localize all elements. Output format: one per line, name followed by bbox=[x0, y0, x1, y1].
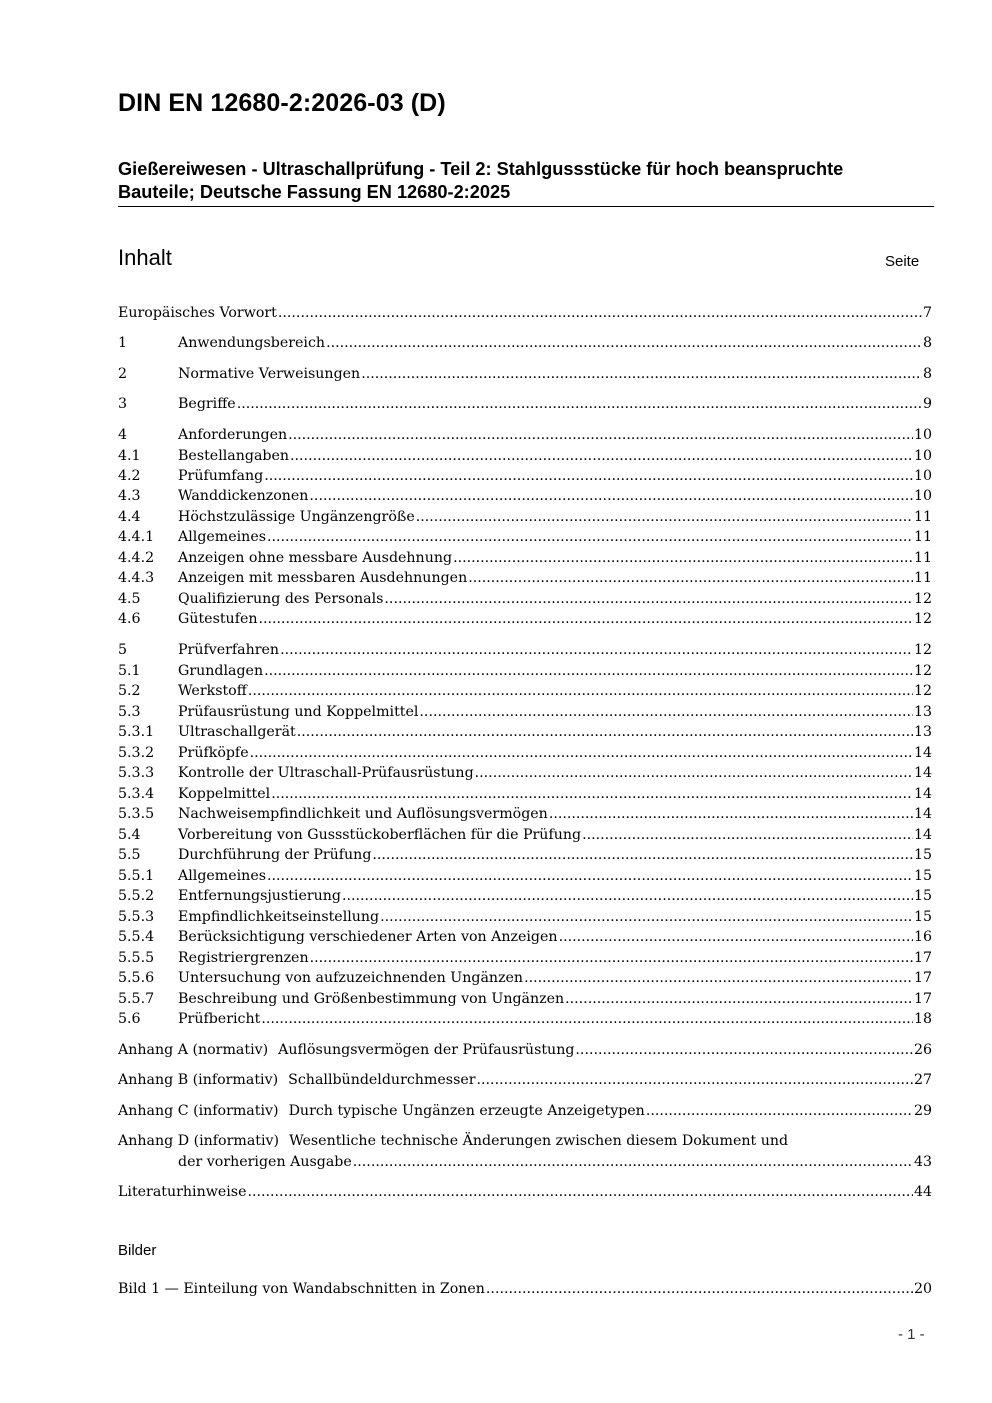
toc-entry[interactable] bbox=[118, 702, 932, 722]
toc-page-number: 29 bbox=[913, 1103, 932, 1119]
toc-page-number: 11 bbox=[913, 509, 932, 525]
toc-entry-number: 4.2 bbox=[118, 468, 141, 484]
toc-page-number: 8 bbox=[922, 335, 932, 351]
toc-entry[interactable] bbox=[118, 425, 932, 445]
dot-leader bbox=[237, 394, 922, 414]
toc-entry-title: Prüfausrüstung und Koppelmittel bbox=[178, 704, 419, 720]
toc-bibliography-entry[interactable] bbox=[118, 1182, 932, 1202]
dot-leader bbox=[288, 425, 913, 445]
toc-page-number: 15 bbox=[913, 847, 932, 863]
toc-page-number: 12 bbox=[913, 663, 932, 679]
dot-leader bbox=[475, 763, 913, 783]
toc-entry-number: 5.5.5 bbox=[118, 950, 155, 966]
page-column-heading: Seite bbox=[885, 253, 920, 270]
toc-page-number: 10 bbox=[913, 427, 932, 443]
toc-entry[interactable] bbox=[118, 948, 932, 968]
toc-page-number: 20 bbox=[913, 1281, 932, 1297]
toc-entry[interactable] bbox=[118, 1009, 932, 1029]
dot-leader bbox=[468, 568, 913, 588]
toc-entry[interactable] bbox=[118, 784, 932, 804]
dot-leader bbox=[258, 609, 912, 629]
toc-entry-number: 4.5 bbox=[118, 591, 141, 607]
toc-entry-number: 4.4.3 bbox=[118, 570, 155, 586]
toc-entry-title: Vorbereitung von Gussstückoberflächen für die Prüfung bbox=[178, 827, 582, 843]
toc-entry-number: 4 bbox=[118, 427, 128, 443]
toc-entry-title: Gütestufen bbox=[178, 611, 258, 627]
toc-entry-title: Werkstoff bbox=[178, 683, 247, 699]
toc-page-number: 16 bbox=[913, 929, 932, 945]
toc-entry-number: 4.6 bbox=[118, 611, 141, 627]
toc-entry-title: Empfindlichkeitseinstellung bbox=[178, 909, 380, 925]
toc-page-number: 26 bbox=[913, 1042, 932, 1058]
toc-page-number: 18 bbox=[913, 1011, 932, 1027]
dot-leader bbox=[271, 784, 913, 804]
toc-entry-title: der vorherigen Ausgabe bbox=[178, 1154, 352, 1170]
toc-entry-number: 5.3.5 bbox=[118, 806, 155, 822]
dot-leader bbox=[278, 303, 922, 323]
toc-entry[interactable] bbox=[118, 486, 932, 506]
dot-leader bbox=[416, 507, 913, 527]
toc-page-number: 17 bbox=[913, 950, 932, 966]
dot-leader bbox=[309, 486, 913, 506]
toc-entry-title: Durch typische Ungänzen erzeugte Anzeigetypen bbox=[288, 1103, 645, 1119]
toc-entry-title: Prüfköpfe bbox=[178, 745, 249, 761]
toc-entry-title: Entfernungsjustierung bbox=[178, 888, 341, 904]
toc-page-number: 15 bbox=[913, 909, 932, 925]
toc-entry[interactable] bbox=[118, 722, 932, 742]
toc-page-number: 12 bbox=[913, 611, 932, 627]
dot-leader bbox=[310, 948, 913, 968]
toc-entry-title: Anforderungen bbox=[178, 427, 288, 443]
toc-entry-title: Europäisches Vorwort bbox=[118, 305, 277, 321]
toc-entry-title: Literaturhinweise bbox=[118, 1184, 247, 1200]
toc-entry[interactable] bbox=[118, 661, 932, 681]
toc-entry-number: 4.4.2 bbox=[118, 550, 155, 566]
dot-leader bbox=[477, 1070, 913, 1090]
toc-page-number: 9 bbox=[922, 396, 932, 412]
toc-entry-title: Auflösungsvermögen der Prüfausrüstung bbox=[278, 1042, 575, 1058]
toc-entry-number: 5.6 bbox=[118, 1011, 141, 1027]
dot-leader bbox=[559, 927, 913, 947]
toc-entry[interactable] bbox=[118, 609, 932, 629]
toc-page-number: 12 bbox=[913, 591, 932, 607]
toc-entry[interactable] bbox=[118, 927, 932, 947]
toc-entry[interactable] bbox=[118, 589, 932, 609]
toc-entry-title: Grundlagen bbox=[178, 663, 264, 679]
toc-page-number: 13 bbox=[913, 704, 932, 720]
toc-entry[interactable] bbox=[118, 804, 932, 824]
toc-entry-number: 5.3.2 bbox=[118, 745, 155, 761]
document-subtitle bbox=[118, 158, 934, 207]
toc-entry-title: Wanddickenzonen bbox=[178, 488, 309, 504]
dot-leader bbox=[575, 1040, 913, 1060]
toc-entry[interactable] bbox=[118, 866, 932, 886]
toc-entry-title: Höchstzulässige Ungänzengröße bbox=[178, 509, 415, 525]
toc-entry[interactable] bbox=[118, 968, 932, 988]
dot-leader bbox=[250, 743, 913, 763]
toc-entry-number: 5.5.1 bbox=[118, 868, 155, 884]
page-number: - 1 - bbox=[898, 1326, 925, 1343]
toc-entry-title: Anzeigen ohne messbare Ausdehnung bbox=[178, 550, 453, 566]
toc-entry-number: 3 bbox=[118, 396, 128, 412]
dot-leader bbox=[453, 548, 913, 568]
toc-page-number: 14 bbox=[913, 827, 932, 843]
dot-leader bbox=[486, 1279, 913, 1299]
toc-entry-title: Wesentliche technische Änderungen zwischen diesem Dokument und bbox=[289, 1133, 789, 1149]
dot-leader bbox=[247, 1182, 912, 1202]
toc-entry[interactable] bbox=[118, 303, 932, 323]
toc-entry-number: 5.3 bbox=[118, 704, 141, 720]
toc-entry-number: 5.5.7 bbox=[118, 991, 155, 1007]
toc-entry-title: Schallbündeldurchmesser bbox=[288, 1072, 476, 1088]
toc-entry[interactable] bbox=[118, 743, 932, 763]
dot-leader bbox=[326, 333, 922, 353]
toc-entry-title: Allgemeines bbox=[178, 868, 266, 884]
toc-entry-number: 5.2 bbox=[118, 683, 141, 699]
toc-entry-number: 5.5 bbox=[118, 847, 141, 863]
toc-entry-number: 5.3.4 bbox=[118, 786, 155, 802]
dot-leader bbox=[261, 1009, 913, 1029]
toc-page-number: 44 bbox=[913, 1184, 932, 1200]
dot-leader bbox=[380, 907, 913, 927]
toc-page-number: 11 bbox=[913, 570, 932, 586]
toc-page-number: 14 bbox=[913, 745, 932, 761]
annex-label: Anhang C (informativ) bbox=[118, 1103, 279, 1119]
toc-entry-number: 5.1 bbox=[118, 663, 141, 679]
toc-entry-number: 2 bbox=[118, 366, 128, 382]
toc-entry-number: 5.3.1 bbox=[118, 724, 155, 740]
dot-leader bbox=[372, 845, 913, 865]
toc-entry-number: 4.3 bbox=[118, 488, 141, 504]
toc-entry-title: Anzeigen mit messbaren Ausdehnungen bbox=[178, 570, 468, 586]
toc-entry-title: Registriergrenzen bbox=[178, 950, 309, 966]
dot-leader bbox=[524, 968, 913, 988]
toc-annex-entry[interactable] bbox=[118, 1070, 932, 1090]
toc-entry[interactable] bbox=[118, 825, 932, 845]
toc-page-number: 14 bbox=[913, 786, 932, 802]
toc-entry-title: Durchführung der Prüfung bbox=[178, 847, 372, 863]
toc-entry[interactable] bbox=[118, 907, 932, 927]
annex-label: Anhang B (informativ) bbox=[118, 1072, 279, 1088]
document-title: DIN EN 12680-2:2026-03 (D) bbox=[118, 89, 446, 117]
toc-page-number: 8 bbox=[922, 366, 932, 382]
dot-leader bbox=[565, 989, 913, 1009]
dot-leader bbox=[419, 702, 913, 722]
dot-leader bbox=[248, 681, 913, 701]
toc-entry-title: Beschreibung und Größenbestimmung von Ungänzen bbox=[178, 991, 565, 1007]
toc-entry-number: 1 bbox=[118, 335, 128, 351]
toc-entry-title: Nachweisempfindlichkeit und Auflösungsvermögen bbox=[178, 806, 548, 822]
toc-entry-title: Prüfbericht bbox=[178, 1011, 261, 1027]
dot-leader bbox=[361, 364, 922, 384]
toc-annex-entry[interactable] bbox=[118, 1101, 932, 1121]
toc-page-number: 10 bbox=[913, 448, 932, 464]
dot-leader bbox=[267, 527, 913, 547]
toc-entry-number: 4.4.1 bbox=[118, 529, 155, 545]
toc-entry[interactable] bbox=[118, 548, 932, 568]
toc-page-number: 7 bbox=[922, 305, 932, 321]
subtitle-line-2: Bauteile; Deutsche Fassung EN 12680-2:2025 bbox=[118, 182, 511, 202]
toc-entry-title: Anwendungsbereich bbox=[178, 335, 326, 351]
toc-entry[interactable] bbox=[118, 394, 932, 414]
toc-entry-number: 5.4 bbox=[118, 827, 141, 843]
dot-leader bbox=[267, 866, 913, 886]
toc-entry[interactable] bbox=[118, 886, 932, 906]
dot-leader bbox=[290, 446, 913, 466]
toc-page-number: 43 bbox=[913, 1154, 932, 1170]
toc-page-number: 14 bbox=[913, 806, 932, 822]
toc-entry[interactable] bbox=[118, 507, 932, 527]
toc-entry-title: Begriffe bbox=[178, 396, 236, 412]
toc-page-number: 14 bbox=[913, 765, 932, 781]
toc-entry-number: 5.5.3 bbox=[118, 909, 155, 925]
toc-page-number: 17 bbox=[913, 970, 932, 986]
toc-page-number: 10 bbox=[913, 468, 932, 484]
toc-page-number: 27 bbox=[913, 1072, 932, 1088]
toc-entry[interactable] bbox=[118, 763, 932, 783]
toc-entry[interactable] bbox=[118, 681, 932, 701]
dot-leader bbox=[353, 1152, 913, 1172]
toc-entry-title: Normative Verweisungen bbox=[178, 366, 361, 382]
toc-entry[interactable] bbox=[118, 466, 932, 486]
toc-entry-number: 4.4 bbox=[118, 509, 141, 525]
subtitle-line-1: Gießereiwesen - Ultraschallprüfung - Teil 2: Stahlgussstücke für hoch beanspruchte bbox=[118, 159, 844, 179]
toc-page-number: 11 bbox=[913, 529, 932, 545]
toc-entry-number: 5.3.3 bbox=[118, 765, 155, 781]
toc-entry-title: Kontrolle der Ultraschall-Prüfausrüstung bbox=[178, 765, 474, 781]
toc-entry[interactable] bbox=[118, 568, 932, 588]
dot-leader bbox=[582, 825, 913, 845]
dot-leader bbox=[342, 886, 913, 906]
dot-leader bbox=[646, 1101, 913, 1121]
toc-annex-entry-continued[interactable] bbox=[118, 1152, 932, 1172]
toc-page-number: 12 bbox=[913, 683, 932, 699]
toc-entry[interactable] bbox=[118, 640, 932, 660]
dot-leader bbox=[549, 804, 913, 824]
figure-list-entry[interactable] bbox=[118, 1279, 932, 1299]
annex-label: Anhang D (informativ) bbox=[118, 1133, 280, 1149]
annex-label: Anhang A (normativ) bbox=[118, 1042, 269, 1058]
toc-page-number: 15 bbox=[913, 888, 932, 904]
toc-entry-number: 5.5.4 bbox=[118, 929, 155, 945]
toc-page-number: 17 bbox=[913, 991, 932, 1007]
toc-page-number: 12 bbox=[913, 642, 932, 658]
dot-leader bbox=[297, 722, 913, 742]
toc-entry-title: Koppelmittel bbox=[178, 786, 271, 802]
dot-leader bbox=[264, 466, 913, 486]
dot-leader bbox=[280, 640, 913, 660]
toc-entry-title: Untersuchung von aufzuzeichnenden Ungänzen bbox=[178, 970, 524, 986]
toc-entry-title: Berücksichtigung verschiedener Arten von Anzeigen bbox=[178, 929, 558, 945]
figures-heading: Bilder bbox=[118, 1242, 157, 1259]
toc-annex-entry[interactable] bbox=[118, 1040, 932, 1060]
toc-entry[interactable] bbox=[118, 845, 932, 865]
toc-entry-number: 5.5.6 bbox=[118, 970, 155, 986]
toc-page-number: 11 bbox=[913, 550, 932, 566]
toc-entry-title: Allgemeines bbox=[178, 529, 266, 545]
toc-entry[interactable] bbox=[118, 446, 932, 466]
toc-page-number: 15 bbox=[913, 868, 932, 884]
contents-heading: Inhalt bbox=[118, 245, 172, 270]
toc-entry-number: 4.1 bbox=[118, 448, 141, 464]
toc-page-number: 13 bbox=[913, 724, 932, 740]
toc-entry-title: Prüfverfahren bbox=[178, 642, 280, 658]
toc-entry-number: 5.5.2 bbox=[118, 888, 155, 904]
toc-entry[interactable] bbox=[118, 333, 932, 353]
toc-entry-title: Ultraschallgerät bbox=[178, 724, 296, 740]
toc-page-number: 10 bbox=[913, 488, 932, 504]
dot-leader bbox=[264, 661, 913, 681]
dot-leader bbox=[384, 589, 913, 609]
toc-entry-title: Bild 1 — Einteilung von Wandabschnitten in Zonen bbox=[118, 1281, 485, 1297]
toc-entry-title: Bestellangaben bbox=[178, 448, 290, 464]
toc-entry-title: Qualifizierung des Personals bbox=[178, 591, 384, 607]
toc-entry-title: Prüfumfang bbox=[178, 468, 264, 484]
toc-entry[interactable] bbox=[118, 989, 932, 1009]
toc-entry-number: 5 bbox=[118, 642, 128, 658]
toc-entry[interactable] bbox=[118, 364, 932, 384]
toc-annex-entry[interactable] bbox=[118, 1131, 932, 1151]
toc-entry[interactable] bbox=[118, 527, 932, 547]
